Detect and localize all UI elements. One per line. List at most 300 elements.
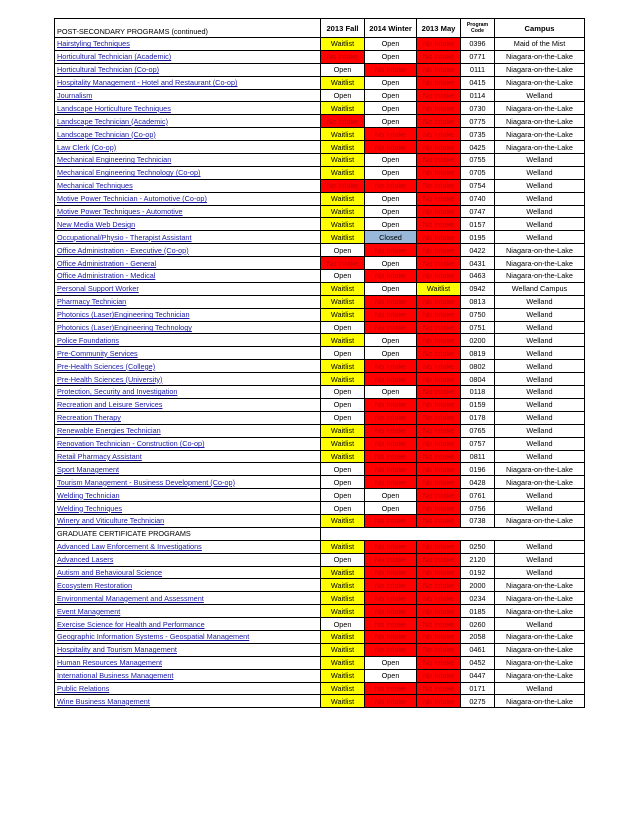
campus: Niagara-on-the-Lake: [495, 630, 585, 643]
program-code: 0178: [461, 411, 495, 424]
status-fall: Open: [321, 411, 365, 424]
status-winter: No Intake: [365, 540, 417, 553]
program-code: 0196: [461, 463, 495, 476]
program-name-cell: [55, 605, 321, 618]
status-may: No Intake: [417, 566, 461, 579]
table-row: [55, 411, 585, 424]
status-winter: Open: [365, 154, 417, 167]
status-fall: No Intake: [321, 257, 365, 270]
table-row: [55, 540, 585, 553]
program-code: 2000: [461, 579, 495, 592]
table-row: [55, 592, 585, 605]
campus: Niagara-on-the-Lake: [495, 579, 585, 592]
campus: Welland: [495, 540, 585, 553]
status-fall: Waitlist: [321, 76, 365, 89]
program-name-cell: [55, 437, 321, 450]
status-fall: Open: [321, 63, 365, 76]
program-link[interactable]: Recreation and Leisure Services: [57, 400, 163, 410]
status-may: No Intake: [417, 553, 461, 566]
campus: Niagara-on-the-Lake: [495, 695, 585, 708]
program-link[interactable]: Human Resources Management: [57, 658, 163, 668]
table-row: [55, 489, 585, 502]
table-row: [55, 205, 585, 218]
status-winter: Open: [365, 205, 417, 218]
table-row: [55, 373, 585, 386]
status-fall: Open: [321, 244, 365, 257]
campus: Niagara-on-the-Lake: [495, 115, 585, 128]
program-code: 0159: [461, 398, 495, 411]
program-link[interactable]: Winery and Viticulture Technician: [57, 516, 165, 526]
status-may: No Intake: [417, 630, 461, 643]
program-name-cell: [55, 192, 321, 205]
status-winter: No Intake: [365, 321, 417, 334]
program-link[interactable]: Protection, Security and Investigation: [57, 387, 178, 397]
status-fall: Waitlist: [321, 192, 365, 205]
program-code: 0750: [461, 308, 495, 321]
status-may: No Intake: [417, 398, 461, 411]
campus: Welland: [495, 321, 585, 334]
program-link[interactable]: Pre-Health Sciences (College): [57, 361, 156, 371]
program-code: 0754: [461, 179, 495, 192]
program-code: 0114: [461, 89, 495, 102]
program-code: 0260: [461, 618, 495, 631]
table-row: [55, 257, 585, 270]
status-fall: No Intake: [321, 115, 365, 128]
status-fall: Waitlist: [321, 540, 365, 553]
program-code: 0802: [461, 360, 495, 373]
program-name-cell: [55, 179, 321, 192]
status-may: No Intake: [417, 50, 461, 63]
campus: Welland: [495, 154, 585, 167]
status-may: No Intake: [417, 102, 461, 115]
program-code: 0396: [461, 38, 495, 51]
program-link[interactable]: International Business Management: [57, 671, 174, 681]
program-code: 0192: [461, 566, 495, 579]
section-title: POST-SECONDARY PROGRAMS (continued): [55, 19, 321, 38]
program-code: 0756: [461, 502, 495, 515]
program-link[interactable]: Exercise Science for Health and Performance: [57, 619, 205, 629]
status-fall: Waitlist: [321, 308, 365, 321]
status-winter: No Intake: [365, 270, 417, 283]
status-fall: No Intake: [321, 179, 365, 192]
program-code: 0431: [461, 257, 495, 270]
program-link[interactable]: Office Administration - Medical: [57, 271, 156, 281]
status-fall: Waitlist: [321, 218, 365, 231]
status-may: No Intake: [417, 218, 461, 231]
campus: Welland: [495, 179, 585, 192]
status-winter: Open: [365, 257, 417, 270]
campus: Niagara-on-the-Lake: [495, 605, 585, 618]
status-winter: Open: [365, 656, 417, 669]
table-row: [55, 643, 585, 656]
program-code: 0428: [461, 476, 495, 489]
table-row: [55, 166, 585, 179]
status-may: No Intake: [417, 128, 461, 141]
table-row: [55, 218, 585, 231]
table-row: [55, 579, 585, 592]
program-code: 0157: [461, 218, 495, 231]
table-row: [55, 424, 585, 437]
program-code: 0775: [461, 115, 495, 128]
status-winter: Open: [365, 347, 417, 360]
program-link[interactable]: Horticultural Technician (Co-op): [57, 65, 160, 75]
status-fall: Waitlist: [321, 514, 365, 527]
program-name-cell: [55, 424, 321, 437]
program-link[interactable]: Occupational/Physio - Therapist Assistant: [57, 232, 192, 242]
program-name-cell: [55, 321, 321, 334]
program-name-cell: [55, 282, 321, 295]
table-row: [55, 50, 585, 63]
program-link[interactable]: Photonics (Laser)Engineering Technology: [57, 323, 192, 333]
status-fall: Open: [321, 476, 365, 489]
table-row: [55, 360, 585, 373]
program-code: 0705: [461, 166, 495, 179]
program-name-cell: [55, 682, 321, 695]
program-code: 0755: [461, 154, 495, 167]
status-may: No Intake: [417, 695, 461, 708]
status-fall: Open: [321, 321, 365, 334]
status-fall: Waitlist: [321, 643, 365, 656]
status-may: No Intake: [417, 257, 461, 270]
status-fall: Open: [321, 502, 365, 515]
status-fall: Waitlist: [321, 282, 365, 295]
campus: Welland: [495, 682, 585, 695]
status-winter: Open: [365, 502, 417, 515]
status-fall: Waitlist: [321, 128, 365, 141]
status-may: No Intake: [417, 192, 461, 205]
status-fall: No Intake: [321, 50, 365, 63]
campus: Niagara-on-the-Lake: [495, 514, 585, 527]
table-row: [55, 347, 585, 360]
program-link[interactable]: Tourism Management - Business Development (Co-op): [57, 477, 236, 487]
campus: Welland: [495, 502, 585, 515]
status-winter: No Intake: [365, 373, 417, 386]
program-link[interactable]: Advanced Law Enforcement & Investigations: [57, 542, 202, 552]
program-link[interactable]: Event Management: [57, 606, 121, 616]
status-winter: No Intake: [365, 141, 417, 154]
program-code: 0171: [461, 682, 495, 695]
status-winter: No Intake: [365, 244, 417, 257]
campus: Niagara-on-the-Lake: [495, 669, 585, 682]
program-link[interactable]: Office Administration - General: [57, 258, 157, 268]
status-may: No Intake: [417, 154, 461, 167]
campus: Niagara-on-the-Lake: [495, 463, 585, 476]
program-code: 0250: [461, 540, 495, 553]
program-link[interactable]: Horticultural Technician (Academic): [57, 52, 172, 62]
status-winter: No Intake: [365, 179, 417, 192]
status-may: No Intake: [417, 643, 461, 656]
program-link[interactable]: Landscape Horticulture Techniques: [57, 103, 171, 113]
table-body: [55, 38, 585, 708]
table-row: [55, 192, 585, 205]
status-fall: Waitlist: [321, 295, 365, 308]
program-link[interactable]: Wine Business Management: [57, 696, 150, 706]
status-winter: Open: [365, 192, 417, 205]
program-link[interactable]: Office Administration - Executive (Co-op): [57, 245, 189, 255]
campus: Welland: [495, 424, 585, 437]
status-may: No Intake: [417, 489, 461, 502]
program-name-cell: [55, 489, 321, 502]
status-fall: Waitlist: [321, 656, 365, 669]
campus: Welland: [495, 166, 585, 179]
program-code: 0765: [461, 424, 495, 437]
status-may: No Intake: [417, 38, 461, 51]
program-link[interactable]: Environmental Management and Assessment: [57, 593, 204, 603]
program-name-cell: [55, 540, 321, 553]
table-row: [55, 437, 585, 450]
program-name-cell: [55, 579, 321, 592]
status-fall: Open: [321, 463, 365, 476]
status-may: No Intake: [417, 179, 461, 192]
campus: Niagara-on-the-Lake: [495, 102, 585, 115]
program-link[interactable]: Police Foundations: [57, 335, 120, 345]
program-link[interactable]: New Media Web Design: [57, 219, 136, 229]
col-campus: Campus: [495, 19, 585, 38]
program-code: 0415: [461, 76, 495, 89]
program-code: 0771: [461, 50, 495, 63]
program-link[interactable]: Autism and Behavioural Science: [57, 567, 163, 577]
program-link[interactable]: Renovation Technician - Construction (Co-op): [57, 439, 205, 449]
program-code: 0819: [461, 347, 495, 360]
status-winter: Open: [365, 386, 417, 399]
program-link[interactable]: Journalism: [57, 91, 93, 100]
status-may: No Intake: [417, 231, 461, 244]
status-may: No Intake: [417, 411, 461, 424]
program-link[interactable]: Landscape Technician (Academic): [57, 116, 169, 126]
campus: Niagara-on-the-Lake: [495, 244, 585, 257]
program-name-cell: [55, 257, 321, 270]
program-name-cell: [55, 231, 321, 244]
program-link[interactable]: Pharmacy Technician: [57, 297, 127, 307]
program-name-cell: [55, 308, 321, 321]
status-may: No Intake: [417, 502, 461, 515]
status-may: No Intake: [417, 450, 461, 463]
table-row: [55, 514, 585, 527]
program-code: 2120: [461, 553, 495, 566]
status-may: No Intake: [417, 244, 461, 257]
status-fall: Waitlist: [321, 154, 365, 167]
status-may: No Intake: [417, 669, 461, 682]
program-code: 0735: [461, 128, 495, 141]
campus: Welland: [495, 373, 585, 386]
campus: Welland: [495, 411, 585, 424]
program-name-cell: [55, 373, 321, 386]
program-link[interactable]: Motive Power Techniques - Automotive: [57, 207, 183, 217]
program-link[interactable]: Renewable Energies Technician: [57, 426, 161, 436]
campus: Welland: [495, 205, 585, 218]
table-row: [55, 630, 585, 643]
program-name-cell: [55, 270, 321, 283]
status-may: No Intake: [417, 270, 461, 283]
table-row: [55, 179, 585, 192]
col-2013-may: 2013 May: [417, 19, 461, 38]
status-fall: Waitlist: [321, 334, 365, 347]
table-row: [55, 502, 585, 515]
program-link[interactable]: Pre-Community Services: [57, 348, 138, 358]
program-link[interactable]: Pre-Health Sciences (University): [57, 374, 163, 384]
status-fall: Waitlist: [321, 38, 365, 51]
table-row: [55, 386, 585, 399]
program-link[interactable]: Personal Support Worker: [57, 284, 139, 294]
program-link[interactable]: Law Clerk (Co-op): [57, 142, 117, 152]
program-link[interactable]: Mechanical Techniques: [57, 181, 133, 191]
campus: Niagara-on-the-Lake: [495, 257, 585, 270]
status-fall: Waitlist: [321, 166, 365, 179]
section-spacer: [321, 527, 585, 540]
program-name-cell: [55, 205, 321, 218]
status-winter: Open: [365, 50, 417, 63]
program-name-cell: [55, 502, 321, 515]
status-winter: No Intake: [365, 592, 417, 605]
status-may: No Intake: [417, 205, 461, 218]
program-name-cell: [55, 347, 321, 360]
status-may: No Intake: [417, 308, 461, 321]
program-name-cell: [55, 398, 321, 411]
program-link[interactable]: Sport Management: [57, 464, 120, 474]
program-name-cell: [55, 244, 321, 257]
status-fall: Open: [321, 553, 365, 566]
program-code: 0200: [461, 334, 495, 347]
program-link[interactable]: Motive Power Technician - Automotive (Co-op): [57, 194, 207, 204]
program-name-cell: [55, 514, 321, 527]
program-name-cell: [55, 656, 321, 669]
status-winter: No Intake: [365, 295, 417, 308]
program-name-cell: [55, 218, 321, 231]
table-row: [55, 295, 585, 308]
status-winter: No Intake: [365, 450, 417, 463]
program-link[interactable]: Geographic Information Systems - Geospatial Management: [57, 632, 250, 642]
status-may: No Intake: [417, 373, 461, 386]
program-link[interactable]: Public Relations: [57, 683, 110, 693]
table-row: [55, 618, 585, 631]
status-fall: Waitlist: [321, 373, 365, 386]
status-may: No Intake: [417, 682, 461, 695]
status-winter: Open: [365, 115, 417, 128]
status-winter: Open: [365, 218, 417, 231]
table-row: [55, 450, 585, 463]
program-link[interactable]: Mechanical Engineering Technician: [57, 155, 172, 165]
program-link[interactable]: Hairstyling Techniques: [57, 39, 130, 49]
status-winter: No Intake: [365, 63, 417, 76]
program-link[interactable]: Photonics (Laser)Engineering Technician: [57, 310, 190, 320]
program-name-cell: [55, 334, 321, 347]
status-may: No Intake: [417, 656, 461, 669]
program-link[interactable]: Welding Technician: [57, 490, 120, 500]
table-row: [55, 656, 585, 669]
status-winter: Open: [365, 669, 417, 682]
status-fall: Open: [321, 386, 365, 399]
table-row: [55, 38, 585, 51]
program-link[interactable]: Advanced Lasers: [57, 555, 114, 565]
program-name-cell: [55, 295, 321, 308]
program-code: 0757: [461, 437, 495, 450]
program-code: 0747: [461, 205, 495, 218]
program-link[interactable]: Ecosystem Restoration: [57, 580, 133, 590]
program-name-cell: [55, 128, 321, 141]
program-link[interactable]: Landscape Technician (Co-op): [57, 129, 156, 139]
table-row: [55, 308, 585, 321]
status-winter: No Intake: [365, 128, 417, 141]
program-link[interactable]: Hospitality Management - Hotel and Restaurant (Co-op): [57, 78, 238, 88]
campus: Niagara-on-the-Lake: [495, 656, 585, 669]
program-link[interactable]: Recreation Therapy: [57, 413, 121, 423]
status-winter: Open: [365, 102, 417, 115]
program-link[interactable]: Welding Techniques: [57, 503, 123, 513]
program-code: 0804: [461, 373, 495, 386]
program-name-cell: [55, 141, 321, 154]
program-link[interactable]: Retail Pharmacy Assistant: [57, 451, 142, 461]
status-winter: Open: [365, 489, 417, 502]
program-code: 0425: [461, 141, 495, 154]
status-winter: No Intake: [365, 463, 417, 476]
status-fall: Waitlist: [321, 579, 365, 592]
status-may: Waitlist: [417, 282, 461, 295]
program-name-cell: [55, 360, 321, 373]
campus: Welland: [495, 437, 585, 450]
status-fall: Waitlist: [321, 360, 365, 373]
status-fall: Waitlist: [321, 605, 365, 618]
campus: Welland: [495, 308, 585, 321]
campus: Welland: [495, 553, 585, 566]
status-winter: No Intake: [365, 398, 417, 411]
table-row: [55, 566, 585, 579]
status-winter: Open: [365, 282, 417, 295]
status-fall: Open: [321, 618, 365, 631]
status-winter: No Intake: [365, 579, 417, 592]
campus: Niagara-on-the-Lake: [495, 643, 585, 656]
table-row: [55, 270, 585, 283]
program-name-cell: [55, 154, 321, 167]
table-row: [55, 128, 585, 141]
program-name-cell: [55, 463, 321, 476]
status-fall: Waitlist: [321, 141, 365, 154]
campus: Welland: [495, 231, 585, 244]
table-row: [55, 282, 585, 295]
table-row: [55, 154, 585, 167]
program-name-cell: [55, 115, 321, 128]
campus: Welland: [495, 347, 585, 360]
program-code: 0118: [461, 386, 495, 399]
program-name-cell: [55, 643, 321, 656]
program-name-cell: [55, 450, 321, 463]
status-may: No Intake: [417, 334, 461, 347]
program-code: 0730: [461, 102, 495, 115]
program-name-cell: [55, 63, 321, 76]
status-winter: No Intake: [365, 514, 417, 527]
campus: Niagara-on-the-Lake: [495, 141, 585, 154]
program-link[interactable]: Mechanical Engineering Technology (Co-op): [57, 168, 201, 178]
campus: Niagara-on-the-Lake: [495, 50, 585, 63]
program-name-cell: [55, 618, 321, 631]
program-name-cell: [55, 566, 321, 579]
program-link[interactable]: Hospitality and Tourism Management: [57, 645, 177, 655]
status-winter: No Intake: [365, 308, 417, 321]
campus: Maid of the Mist: [495, 38, 585, 51]
status-winter: No Intake: [365, 605, 417, 618]
table-row: [55, 244, 585, 257]
status-may: No Intake: [417, 295, 461, 308]
campus: Welland: [495, 566, 585, 579]
section-heading: GRADUATE CERTIFICATE PROGRAMS: [55, 527, 321, 540]
table-row: [55, 398, 585, 411]
status-fall: Waitlist: [321, 682, 365, 695]
status-fall: Open: [321, 489, 365, 502]
status-may: No Intake: [417, 514, 461, 527]
table-row: [55, 669, 585, 682]
table-row: [55, 115, 585, 128]
table-row: [55, 231, 585, 244]
status-fall: Open: [321, 89, 365, 102]
